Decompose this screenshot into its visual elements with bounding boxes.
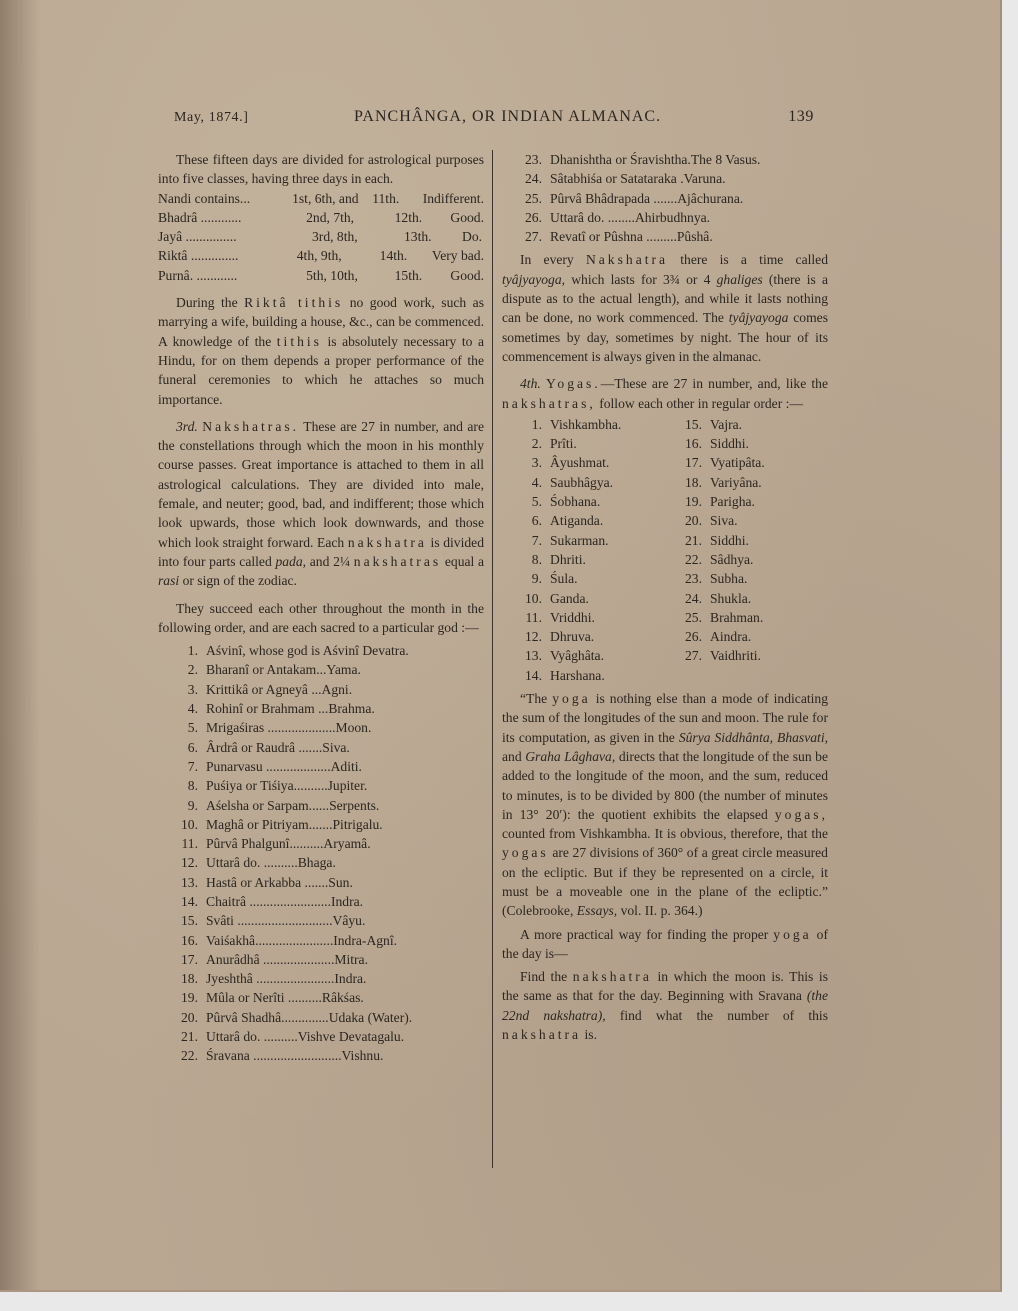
- list-item: 23. Dhanishtha or Śravishtha.The 8 Vasus.: [525, 152, 761, 167]
- list-item: 16. Siddhi.: [685, 436, 749, 452]
- list-item: 8. Dhriti.: [531, 551, 586, 567]
- list-item: 27. Revatî or Pûshna .........Pûshâ.: [525, 229, 713, 245]
- page-number: 139: [788, 108, 814, 125]
- list-item: 12. Uttarâ do. ..........Bhaga.: [181, 855, 336, 871]
- list-item: 5. Śobhana.: [531, 494, 601, 510]
- left-column: [158, 150, 484, 1066]
- list-item: 14. Harshana.: [525, 667, 605, 683]
- binding-gutter: [0, 0, 40, 1290]
- list-item: 15. Svâti ............................Vâyu.: [181, 913, 366, 929]
- list-item: 13. Hastâ or Arkabba .......Sun.: [181, 874, 353, 890]
- class-row: Riktâ .............. 4th, 9th, 14th. Very bad.: [158, 248, 484, 264]
- list-item: 1. Aśvinî, whose god is Aśvinî Devatra.: [187, 643, 409, 659]
- list-item: 14. Chaitrâ ........................Indra.: [181, 893, 364, 909]
- list-item: 19. Parigha.: [685, 494, 755, 510]
- list-item: 21. Uttarâ do. ..........Vishve Devatagalu.: [181, 1029, 405, 1045]
- list-item: 12. Dhruva.: [525, 629, 595, 645]
- list-item: 11. Vriddhi.: [525, 609, 595, 625]
- list-item: 4. Rohinî or Brahmam ...Brahma.: [187, 701, 375, 717]
- list-item: 18. Variyâna.: [685, 474, 762, 490]
- list-item: 17. Anurâdhâ .....................Mitra.: [181, 951, 368, 967]
- list-item: 7. Sukarman.: [531, 532, 609, 548]
- list-item: 18. Jyeshthâ .......................Indra.: [181, 971, 367, 987]
- nakshatras-paragraph: 3rd. Nakshatras. These are 27 in number, and are the constellations through which the moon in his monthly course passes. Great importance is attached to them in all astrological calculations. They are divided into male, female, and neuter; good, bad, and indifferent; those which look upwards, those which look downwards, and those which look straight forward. Each nakshatra is divided into four parts called pada, and 2¼ nakshatras equal a rasi or sign of the zodiac.: [158, 418, 485, 589]
- list-item: 25. Pûrvâ Bhâdrapada .......Ajâchurana.: [525, 190, 744, 206]
- list-item: 11. Pûrvâ Phalgunî..........Aryamâ.: [181, 836, 371, 852]
- succeed-paragraph: They succeed each other throughout the month in the following order, and are each sacred to a particular god :—: [158, 600, 484, 635]
- yoga-list: [502, 415, 828, 685]
- rikta-paragraph: During the Riktâ tithis no good work, such as marrying a wife, building a house, &c., can be commenced. A knowledge of the tithis is absolutely necessary to a Hindu, for on them depends a proper performance of the funeral ceremonies to which he attaches so much importance.: [158, 295, 484, 407]
- list-item: 22. Sâdhya.: [685, 551, 754, 567]
- header-title: PANCHÂNGA, OR INDIAN ALMANAC.: [354, 108, 662, 125]
- nakshatra-list: [158, 641, 484, 1066]
- class-row: Nandi contains... 1st, 6th, and 11th. Indifferent.: [158, 190, 484, 206]
- list-item: 22. Śravana ..........................Vishnu.: [181, 1048, 384, 1064]
- list-item: 2. Bharanî or Antakam...Yama.: [187, 662, 361, 678]
- list-item: 27. Vaidhriti.: [685, 648, 761, 664]
- list-item: 13. Vyâghâta.: [525, 648, 604, 664]
- list-item: 7. Punarvasu ...................Aditi.: [187, 758, 362, 774]
- list-item: 9. Aśelsha or Sarpam......Serpents.: [187, 797, 380, 813]
- class-row: Purnâ. ............ 5th, 10th, 15th. Good.: [158, 267, 484, 283]
- list-item: 8. Puśiya or Tiśiya..........Jupiter.: [187, 778, 368, 794]
- list-item: 20. Siva.: [685, 513, 738, 529]
- yoga-list-left: [502, 415, 662, 685]
- column-rule: [492, 150, 493, 1168]
- list-item: 26. Aindra.: [685, 629, 752, 645]
- list-item: 9. Śula.: [531, 571, 578, 587]
- yogas-paragraph: 4th. Yogas.—These are 27 in number, and, like the nakshatras, follow each other in regular order :—: [502, 376, 828, 411]
- list-item: 4. Saubhâgya.: [531, 474, 614, 490]
- list-item: 24. Sâtabhiśa or Satataraka .Varuna.: [525, 171, 726, 187]
- nakshatra-list-continued: [502, 150, 828, 246]
- class-row: Jayâ ............... 3rd, 8th, 13th. Do.: [158, 229, 483, 245]
- right-column: [502, 150, 828, 1044]
- list-item: 3. Krittikâ or Agneyâ ...Agni.: [187, 681, 353, 697]
- colebrooke-quote: “The yoga is nothing else than a mode of indicating the sum of the longitudes of the sun and moon. The rule for its computation, as given in the Sûrya Siddhânta, Bhasvati, and Graha Lâghava, directs that the longitude of the sun be added to the longitude of the moon, and the sum, reduced to minutes, is to be divided by 800 (the number of minutes in 13° 20′): the quotient exhibits the elapsed yogas, counted from Vishkambha. It is obvious, therefore, that the yogas are 27 divisions of 360° of a great circle measured on the ecliptic. But if they be represented on a circle, it must be a moveable one in the plane of the ecliptic.” (Colebrooke, Essays, vol. II. p. 364.): [502, 691, 829, 919]
- find-paragraph: Find the nakshatra in which the moon is. This is the same as that for the day. Beginning with Sravana (the 22nd nakshatra), find what the number of this nakshatra is.: [502, 969, 829, 1043]
- list-item: 17. Vyatipâta.: [685, 455, 765, 471]
- list-item: 15. Vajra.: [685, 416, 743, 432]
- practical-paragraph: A more practical way for finding the proper yoga of the day is—: [502, 926, 828, 961]
- list-item: 21. Siddhi.: [685, 532, 749, 548]
- list-item: 20. Pûrvâ Shadhâ..............Udaka (Water).: [181, 1009, 413, 1025]
- list-item: 2. Prîti.: [531, 436, 577, 452]
- tyajyayoga-paragraph: In every Nakshatra there is a time called tyâjyayoga, which lasts for 3¾ or 4 ghaliges (there is a dispute as to the actual length), and while it lasts nothing can be done, no work commenced. The tyâjyayoga comes sometimes by day, sometimes by night. The hour of its commencement is always given in the almanac.: [502, 252, 828, 364]
- list-item: 16. Vaiśakhâ.......................Indra-Agnî.: [181, 932, 398, 948]
- list-item: 1. Vishkambha.: [531, 416, 622, 432]
- list-item: 26. Uttarâ do. ........Ahirbudhnya.: [525, 209, 711, 225]
- list-item: 10. Ganda.: [525, 590, 589, 606]
- tithi-classes: [158, 189, 484, 285]
- yoga-list-right: [662, 415, 822, 685]
- list-item: 6. Ârdrâ or Raudrâ .......Siva.: [187, 739, 350, 755]
- header-date: May, 1874.]: [174, 110, 249, 125]
- list-item: 3. Âyushmat.: [531, 455, 610, 471]
- list-item: 25. Brahman.: [685, 609, 764, 625]
- list-item: 6. Atiganda.: [531, 513, 604, 529]
- running-head: [174, 108, 814, 132]
- list-item: 24. Shukla.: [685, 590, 752, 606]
- list-item: 5. Mrigaśiras ....................Moon.: [187, 720, 372, 736]
- class-row: Bhadrâ ............ 2nd, 7th, 12th. Good.: [158, 209, 484, 225]
- intro-paragraph: These fifteen days are divided for astrological purposes into five classes, having three days in each.: [158, 152, 484, 187]
- list-item: 23. Subha.: [685, 571, 748, 587]
- list-item: 10. Maghâ or Pitriyam.......Pitrigalu.: [181, 816, 383, 832]
- list-item: 19. Mûla or Nerîti ..........Râkśas.: [181, 990, 364, 1006]
